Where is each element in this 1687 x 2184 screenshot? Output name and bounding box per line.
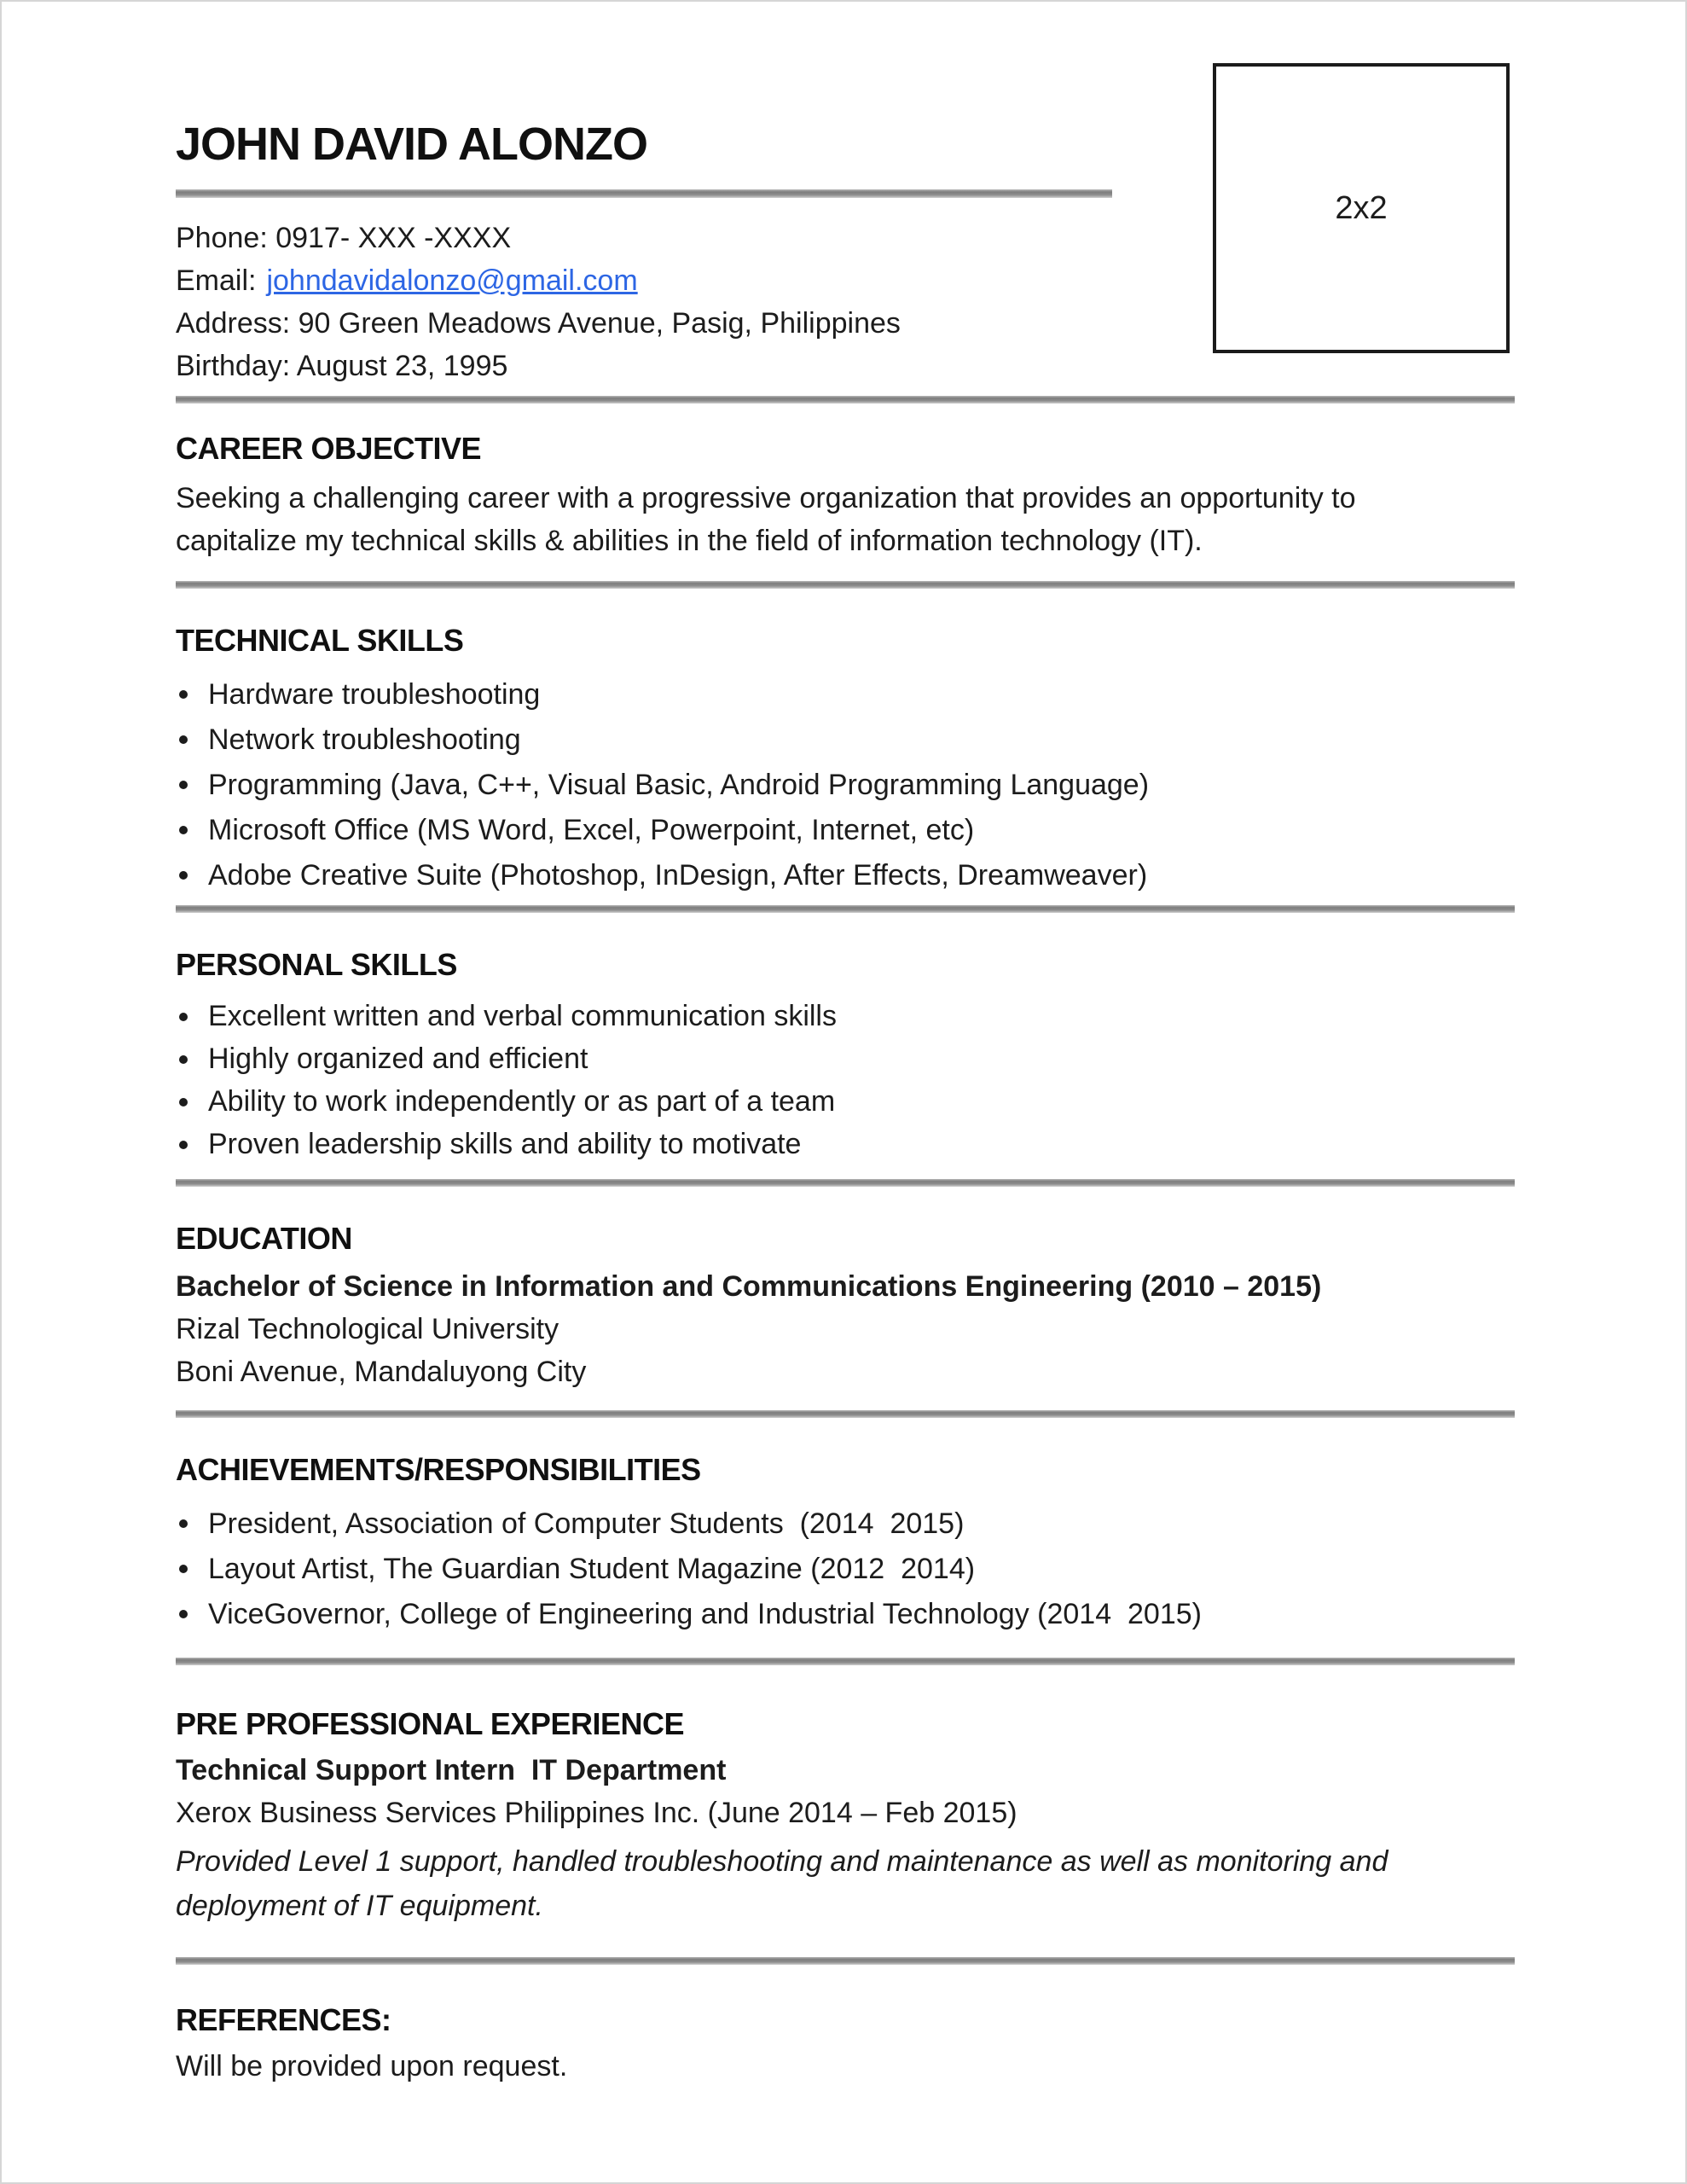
photo-placeholder-label: 2x2: [1335, 189, 1388, 226]
references-text: Will be provided upon request.: [176, 2050, 568, 2082]
email-label: Email:: [176, 264, 257, 297]
contact-birthday: Birthday: August 23, 1995: [176, 350, 508, 382]
list-item: Excellent written and verbal communication skills: [176, 995, 1515, 1037]
career-objective-text: Seeking a challenging career with a progressive organization that provides an opportunity to capitalize my technical skills & abilities in the field of information technology (IT).: [176, 482, 1356, 557]
experience-role: Technical Support Intern IT Department: [176, 1754, 727, 1786]
education-details: [176, 1265, 1515, 1393]
list-item: Microsoft Office (MS Word, Excel, Powerpoint, Internet, etc): [176, 808, 1515, 853]
education-location: Boni Avenue, Mandaluyong City: [176, 1356, 587, 1388]
list-item: Layout Artist, The Guardian Student Magazine (2012 2014): [176, 1547, 1515, 1592]
list-item: Programming (Java, C++, Visual Basic, Android Programming Language): [176, 763, 1515, 808]
photo-placeholder-box: [1213, 63, 1510, 353]
references-title: REFERENCES:: [176, 2002, 391, 2037]
list-item: Network troubleshooting: [176, 717, 1515, 763]
experience-title: PRE PROFESSIONAL EXPERIENCE: [176, 1706, 684, 1741]
section-divider: [176, 1957, 1515, 1965]
contact-phone: Phone: 0917- XXX -XXXX: [176, 222, 512, 254]
section-references: [176, 2002, 1515, 2088]
list-item: Highly organized and efficient: [176, 1037, 1515, 1080]
education-degree: Bachelor of Science in Information and Communications Engineering (2010 – 2015): [176, 1270, 1322, 1303]
contact-address: Address: 90 Green Meadows Avenue, Pasig, Philippines: [176, 307, 901, 340]
section-technical-skills: [176, 623, 1515, 898]
education-title: EDUCATION: [176, 1221, 352, 1256]
section-experience: [176, 1706, 1515, 1928]
list-item: ViceGovernor, College of Engineering and Industrial Technology (2014 2015): [176, 1592, 1515, 1637]
section-education: [176, 1221, 1515, 1393]
personal-skills-title: PERSONAL SKILLS: [176, 947, 457, 982]
personal-skills-list: [176, 995, 1515, 1165]
achievements-title: ACHIEVEMENTS/RESPONSIBILITIES: [176, 1452, 701, 1487]
section-career-objective: [176, 431, 1515, 562]
list-item: Proven leadership skills and ability to motivate: [176, 1123, 1515, 1165]
resume-content: [2, 118, 1685, 2088]
experience-company: Xerox Business Services Philippines Inc. (June 2014 – Feb 2015): [176, 1797, 1017, 1829]
technical-skills-list: [176, 672, 1515, 898]
career-objective-title: CAREER OBJECTIVE: [176, 431, 482, 466]
section-personal-skills: [176, 947, 1515, 1165]
section-divider: [176, 905, 1515, 913]
section-divider: [176, 581, 1515, 589]
achievements-list: [176, 1502, 1515, 1637]
section-achievements: [176, 1452, 1515, 1637]
list-item: Hardware troubleshooting: [176, 672, 1515, 717]
email-link[interactable]: johndavidalonzo@gmail.com: [266, 264, 638, 297]
page-title: JOHN DAVID ALONZO: [176, 119, 648, 170]
education-school: Rizal Technological University: [176, 1313, 559, 1345]
section-divider: [176, 1410, 1515, 1418]
section-divider: [176, 1658, 1515, 1665]
name-underline-rule: [176, 189, 1112, 198]
experience-description: Provided Level 1 support, handled troubleshooting and maintenance as well as monitoring and deployment of IT equipment.: [176, 1845, 1388, 1922]
list-item: President, Association of Computer Students (2014 2015): [176, 1502, 1515, 1547]
technical-skills-title: TECHNICAL SKILLS: [176, 623, 464, 658]
list-item: Adobe Creative Suite (Photoshop, InDesign, After Effects, Dreamweaver): [176, 853, 1515, 898]
section-divider: [176, 396, 1515, 404]
section-divider: [176, 1179, 1515, 1187]
list-item: Ability to work independently or as part of a team: [176, 1080, 1515, 1123]
